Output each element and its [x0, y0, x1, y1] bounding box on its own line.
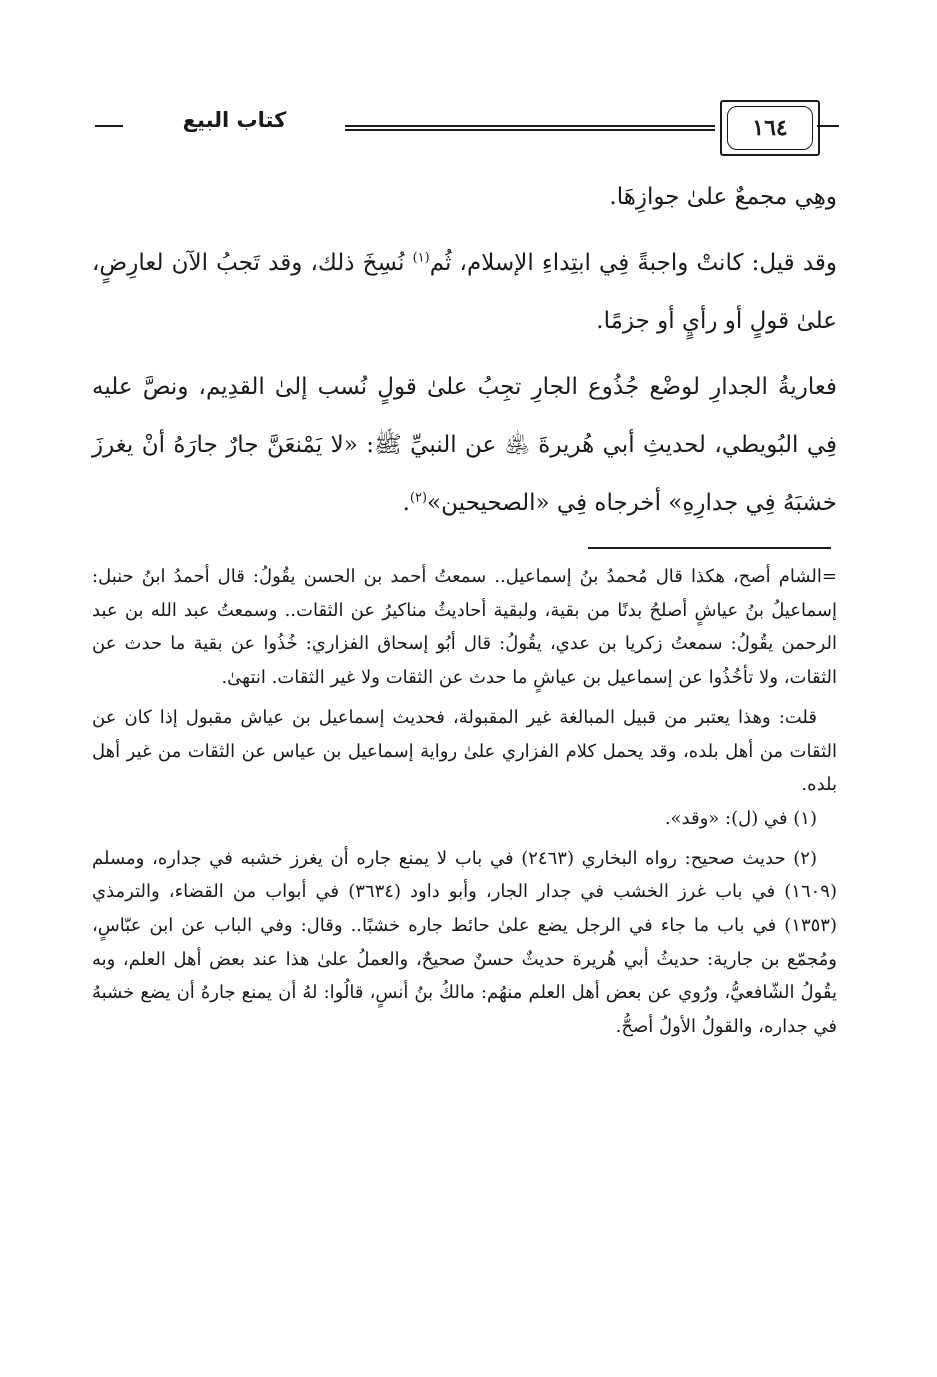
- footnotes: [92, 560, 837, 1044]
- main-text: [92, 168, 837, 532]
- honorific-salawat: ﷺ: [373, 432, 411, 458]
- paragraph-3-text-b: عن النبيِّ: [410, 432, 497, 458]
- page-number: ١٦٤: [727, 106, 813, 150]
- running-header: [95, 98, 840, 160]
- footnote-continuation: =الشام أصح، هكذا قال مُحمدُ بنُ إسماعيل.. سمعتُ أحمد بن الحسن يقُولُ: قال أحمدُ ابنُ حنبل: إسماعيلُ بنُ عياشٍ أصلحُ بدنًا من بقية، ولبقية أحاديثُ مناكيرُ عن الثقات.. وسمعتُ عبد الله بن عبد الرحمن يقُولُ: سمعتُ زكريا بن عدي، يقُولُ: قال أبُو إسحاق الفزاري: خُذُوا عن بقية ما حدث عن الثقات، ولا تأخُذُوا عن إسماعيل بن عياشٍ ما حدث عن الثقات ولا غير الثقات. انتهىٰ.: [92, 566, 837, 689]
- paragraph-3-text-a: فعاريةُ الجدارِ لوضْع جُذُوع الجارِ تجِبُ علىٰ قولٍ نُسب إلىٰ القدِيم، ونصَّ عليه فِي البُويطي، لحديثِ أبي هُريرةَ: [92, 374, 838, 458]
- footnote-2: (٢) حديث صحيح: رواه البخاري (٢٤٦٣) في باب لا يمنع جاره أن يغرز خشبه في جداره، ومسلم (١٦٠٩) في باب غرز الخشب في جدار الجار، وأبو داود (٣٦٣٤) في أبواب من القضاء، والترمذي (١٣٥٣) في باب ما جاء في الرجل يضع علىٰ حائط جاره خشبًا.. وقال: وفي الباب عن ابن عبّاسٍ، ومُجمّع بن جارية: حديثُ أبي هُريرة حديثٌ حسنٌ صحيحٌ، والعملُ علىٰ هذا عند بعض أهل العلم، وبه يقُولُ الشّافعيُّ، ورُوي عن بعض أهل العلم منهُم: مالكُ بنُ أنسٍ، قالُوا: لهُ أن يمنع جارهُ أن يضع خشبهُ في جداره، والقولُ الأولُ أصحُّ.: [92, 847, 837, 1038]
- paragraph-2-text-b: نُسِخَ ذلك، وقد تَجبُ الآن لعارِضٍ، علىٰ قولٍ أو رأيٍ أو جزمًا.: [92, 250, 837, 334]
- header-rule: [345, 125, 715, 127]
- header-rule-right-end: [817, 125, 839, 127]
- paragraph-3-end: .: [402, 490, 410, 516]
- paragraph-2-text-a: وقد قيل: كانتْ واجبةً فِي ابتِداءِ الإسلام، ثُم: [429, 250, 837, 276]
- book-title: كتاب البيع: [182, 108, 287, 132]
- header-rule-left-end: [95, 125, 123, 127]
- paragraph-3: [92, 358, 837, 532]
- header-rule-double: [345, 129, 715, 131]
- footnote-comment: قلت: وهذا يعتبر من قبيل المبالغة غير المقبولة، فحديث إسماعيل بن عياش مقبول إذا كان عن الثقات من أهل بلده، وقد يحمل كلام الفزاري علىٰ رواية إسماعيل بن عياس عن الثقات من غير أهل بلده.: [92, 706, 837, 796]
- footnote-ref-1: (١): [412, 250, 430, 266]
- footnote-separator: [588, 547, 831, 549]
- page-number-frame: [720, 100, 820, 156]
- paragraph-3-text-c: : «لا يَمْنعَنَّ جارٌ جارَهُ أنْ يغرزَ خشبَهُ فِي جدارِهِ» أخرجاه فِي «الصحيحين»: [92, 432, 837, 516]
- paragraph-1: وهِي مجمعٌ علىٰ جوازِهَا.: [609, 184, 837, 210]
- footnote-1: (١) في (ل): «وقد».: [664, 807, 817, 829]
- honorific-radiyallah: ﵁: [496, 432, 539, 458]
- paragraph-2: [92, 234, 837, 350]
- footnote-ref-2: (٢): [409, 490, 428, 506]
